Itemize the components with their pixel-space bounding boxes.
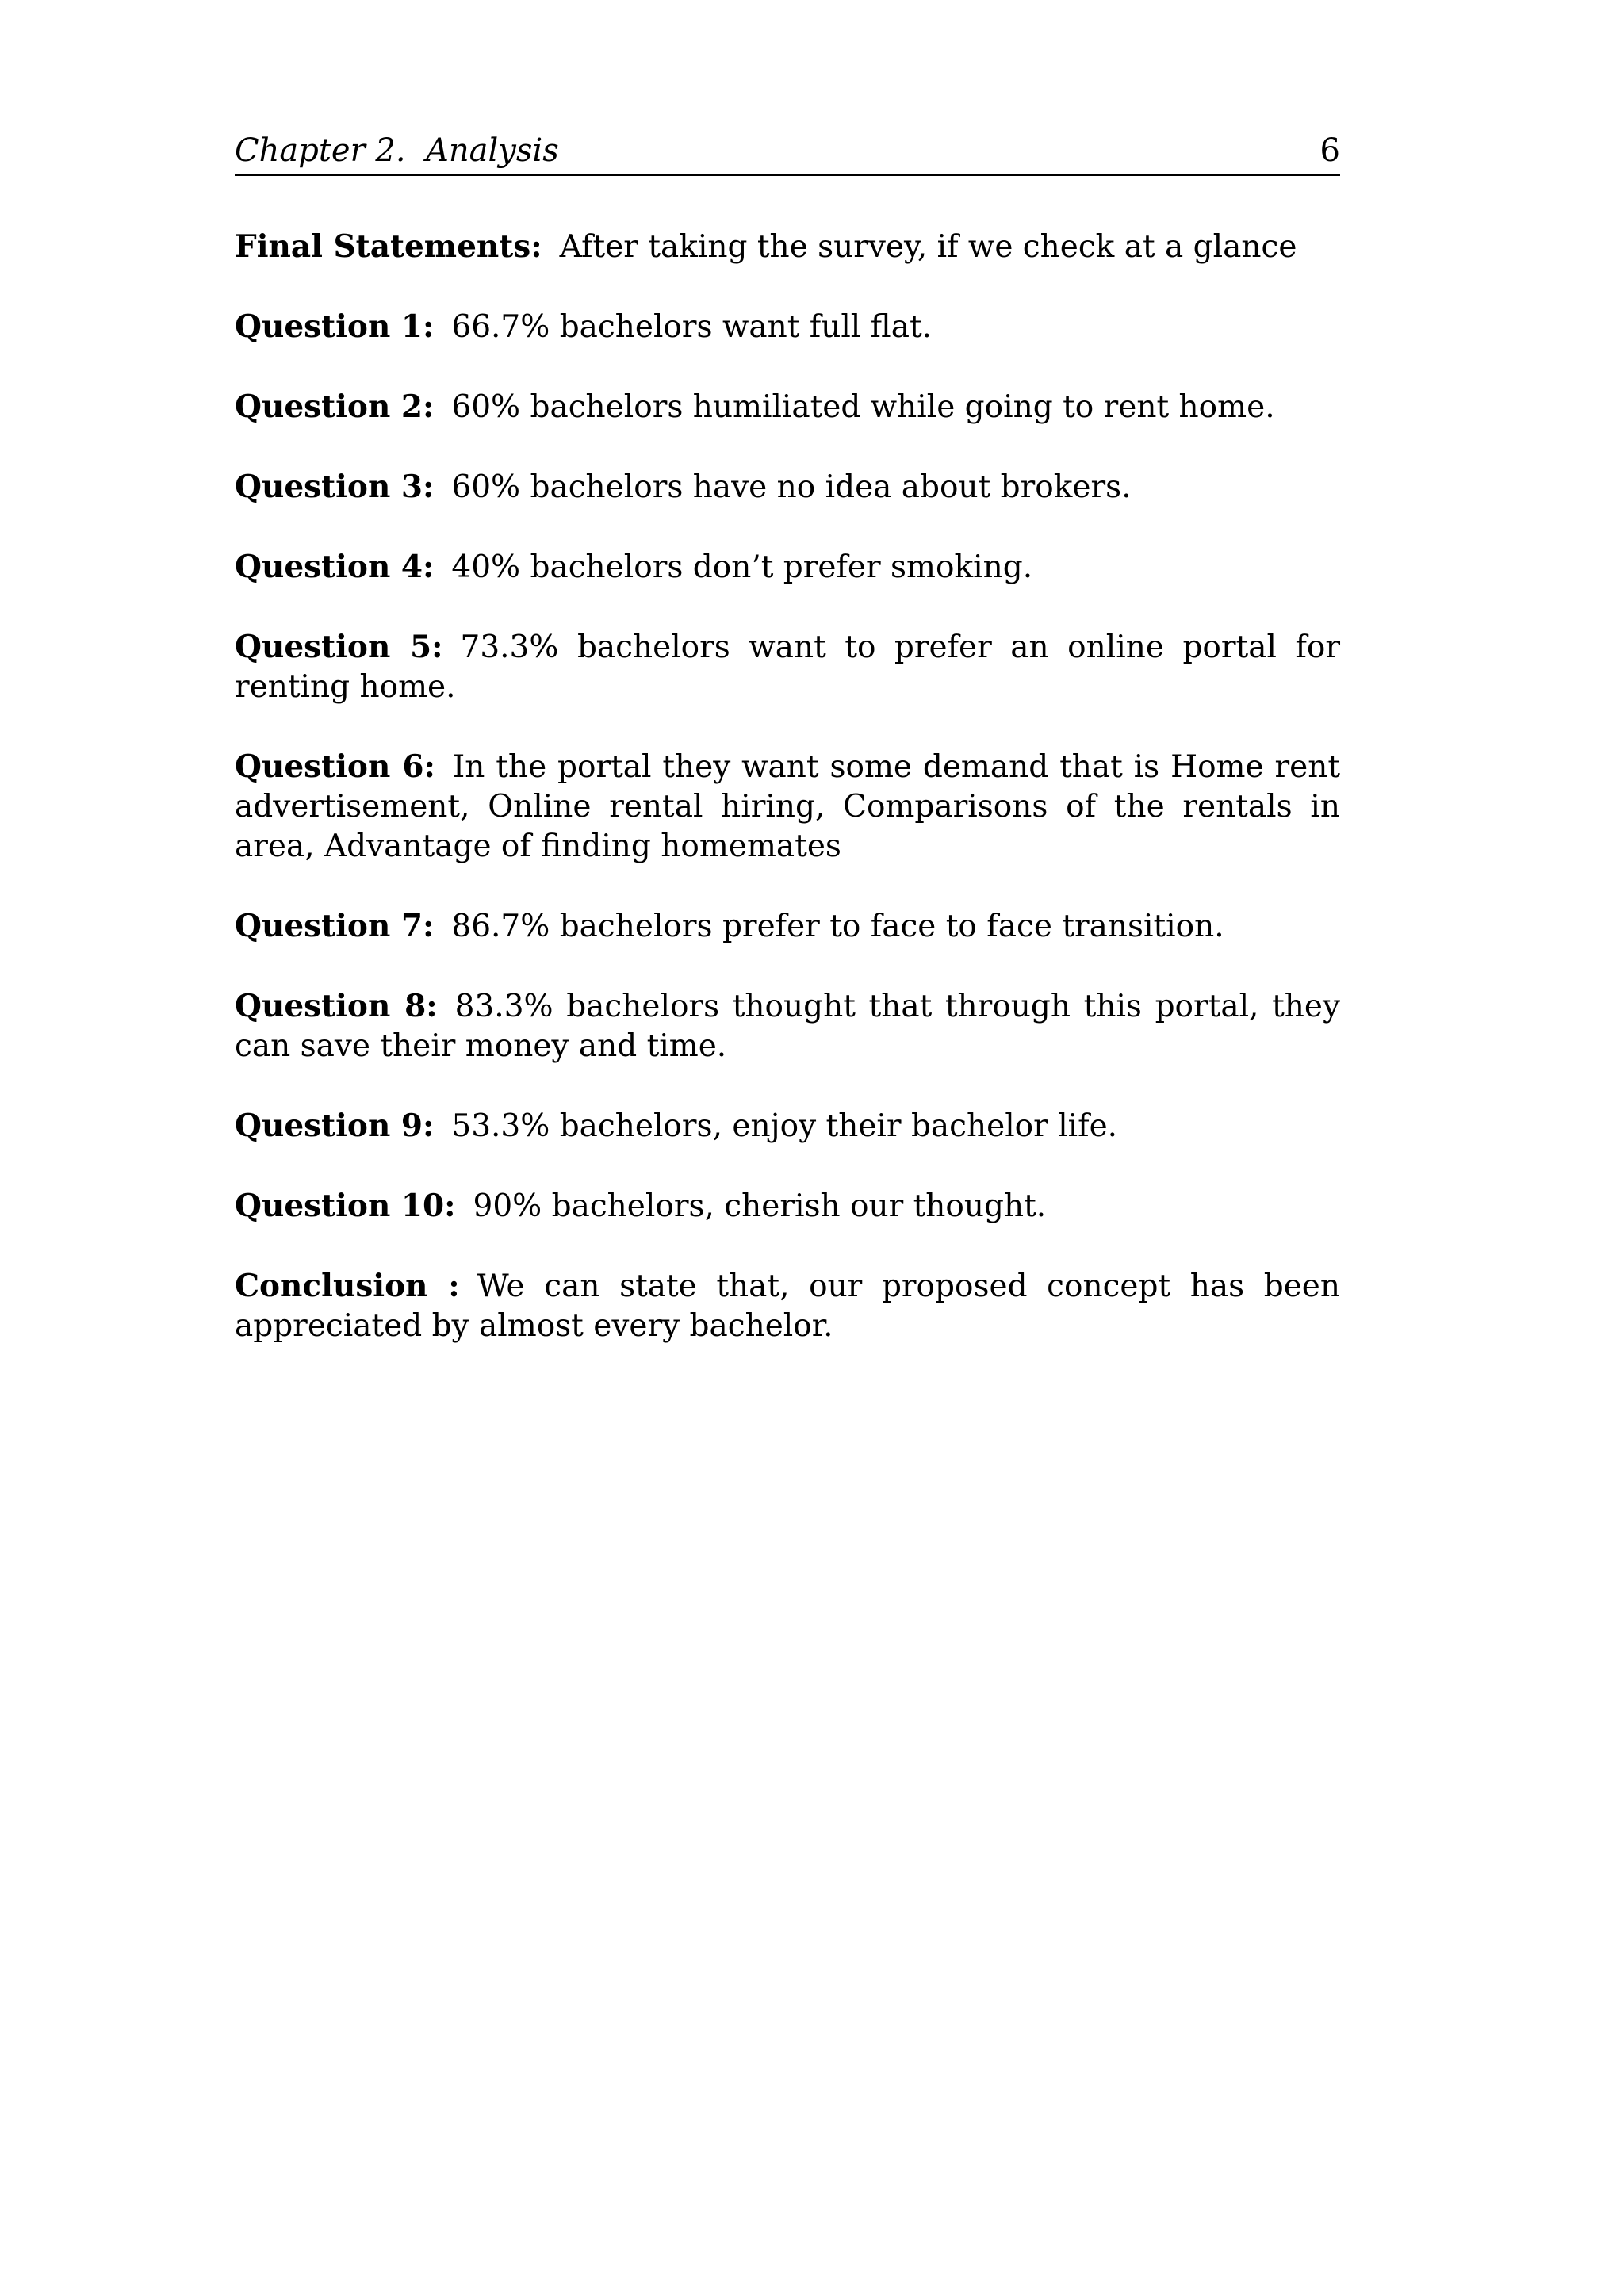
paragraph-label: Question 9: xyxy=(235,1108,435,1144)
paragraph-label: Question 4: xyxy=(235,549,435,585)
paragraph-label: Question 1: xyxy=(235,308,435,345)
chapter-title: Chapter 2. Analysis xyxy=(235,132,559,169)
paragraph-label: Question 10: xyxy=(235,1188,456,1224)
body-text xyxy=(235,227,1340,1386)
question-4-paragraph xyxy=(235,547,1340,587)
paragraph-text: 83.3% bachelors thought that through this portal, they can save their money and time. xyxy=(235,989,1341,1064)
paragraph-label: Question 7: xyxy=(235,908,435,944)
question-8-paragraph xyxy=(235,986,1340,1066)
running-header xyxy=(235,127,1340,176)
question-9-paragraph xyxy=(235,1106,1340,1146)
paragraph-text: 73.3% bachelors want to prefer an online portal for renting home. xyxy=(235,629,1341,705)
paragraph-text: 86.7% bachelors prefer to face to face transition. xyxy=(451,909,1224,944)
paragraph-text: 60% bachelors humiliated while going to rent home. xyxy=(451,389,1275,425)
page-number: 6 xyxy=(1320,132,1340,169)
paragraph-label: Question 6: xyxy=(235,748,435,785)
paragraph-text: After taking the survey, if we check at a glance xyxy=(559,229,1297,265)
conclusion-paragraph xyxy=(235,1266,1340,1346)
paragraph-label: Question 8: xyxy=(235,988,438,1024)
question-10-paragraph xyxy=(235,1186,1340,1226)
paragraph-text: 66.7% bachelors want full flat. xyxy=(451,309,933,345)
paragraph-text: 53.3% bachelors, enjoy their bachelor life. xyxy=(451,1108,1118,1144)
paragraph-text: 40% bachelors don’t prefer smoking. xyxy=(451,549,1033,585)
paragraph-label: Question 3: xyxy=(235,469,435,505)
paragraph-label: Final Statements: xyxy=(235,228,542,265)
question-3-paragraph xyxy=(235,467,1340,507)
paragraph-label: Question 5: xyxy=(235,629,443,665)
question-1-paragraph xyxy=(235,307,1340,347)
question-2-paragraph xyxy=(235,387,1340,427)
question-7-paragraph xyxy=(235,906,1340,947)
paragraph-label: Conclusion : xyxy=(235,1268,460,1304)
question-5-paragraph xyxy=(235,627,1340,707)
paragraph-text: 90% bachelors, cherish our thought. xyxy=(473,1188,1047,1224)
question-6-paragraph xyxy=(235,747,1340,867)
paragraph-text: 60% bachelors have no idea about brokers. xyxy=(451,469,1132,505)
final-statements-paragraph xyxy=(235,227,1340,267)
paragraph-label: Question 2: xyxy=(235,388,435,425)
paragraph-text: In the portal they want some demand that is Home rent advertisement, Online rental hiring, Comparisons of the rentals in area, Advantage of finding homemates xyxy=(235,749,1341,864)
paragraph-text: We can state that, our proposed concept has been appreciated by almost every bachelor. xyxy=(235,1269,1340,1344)
